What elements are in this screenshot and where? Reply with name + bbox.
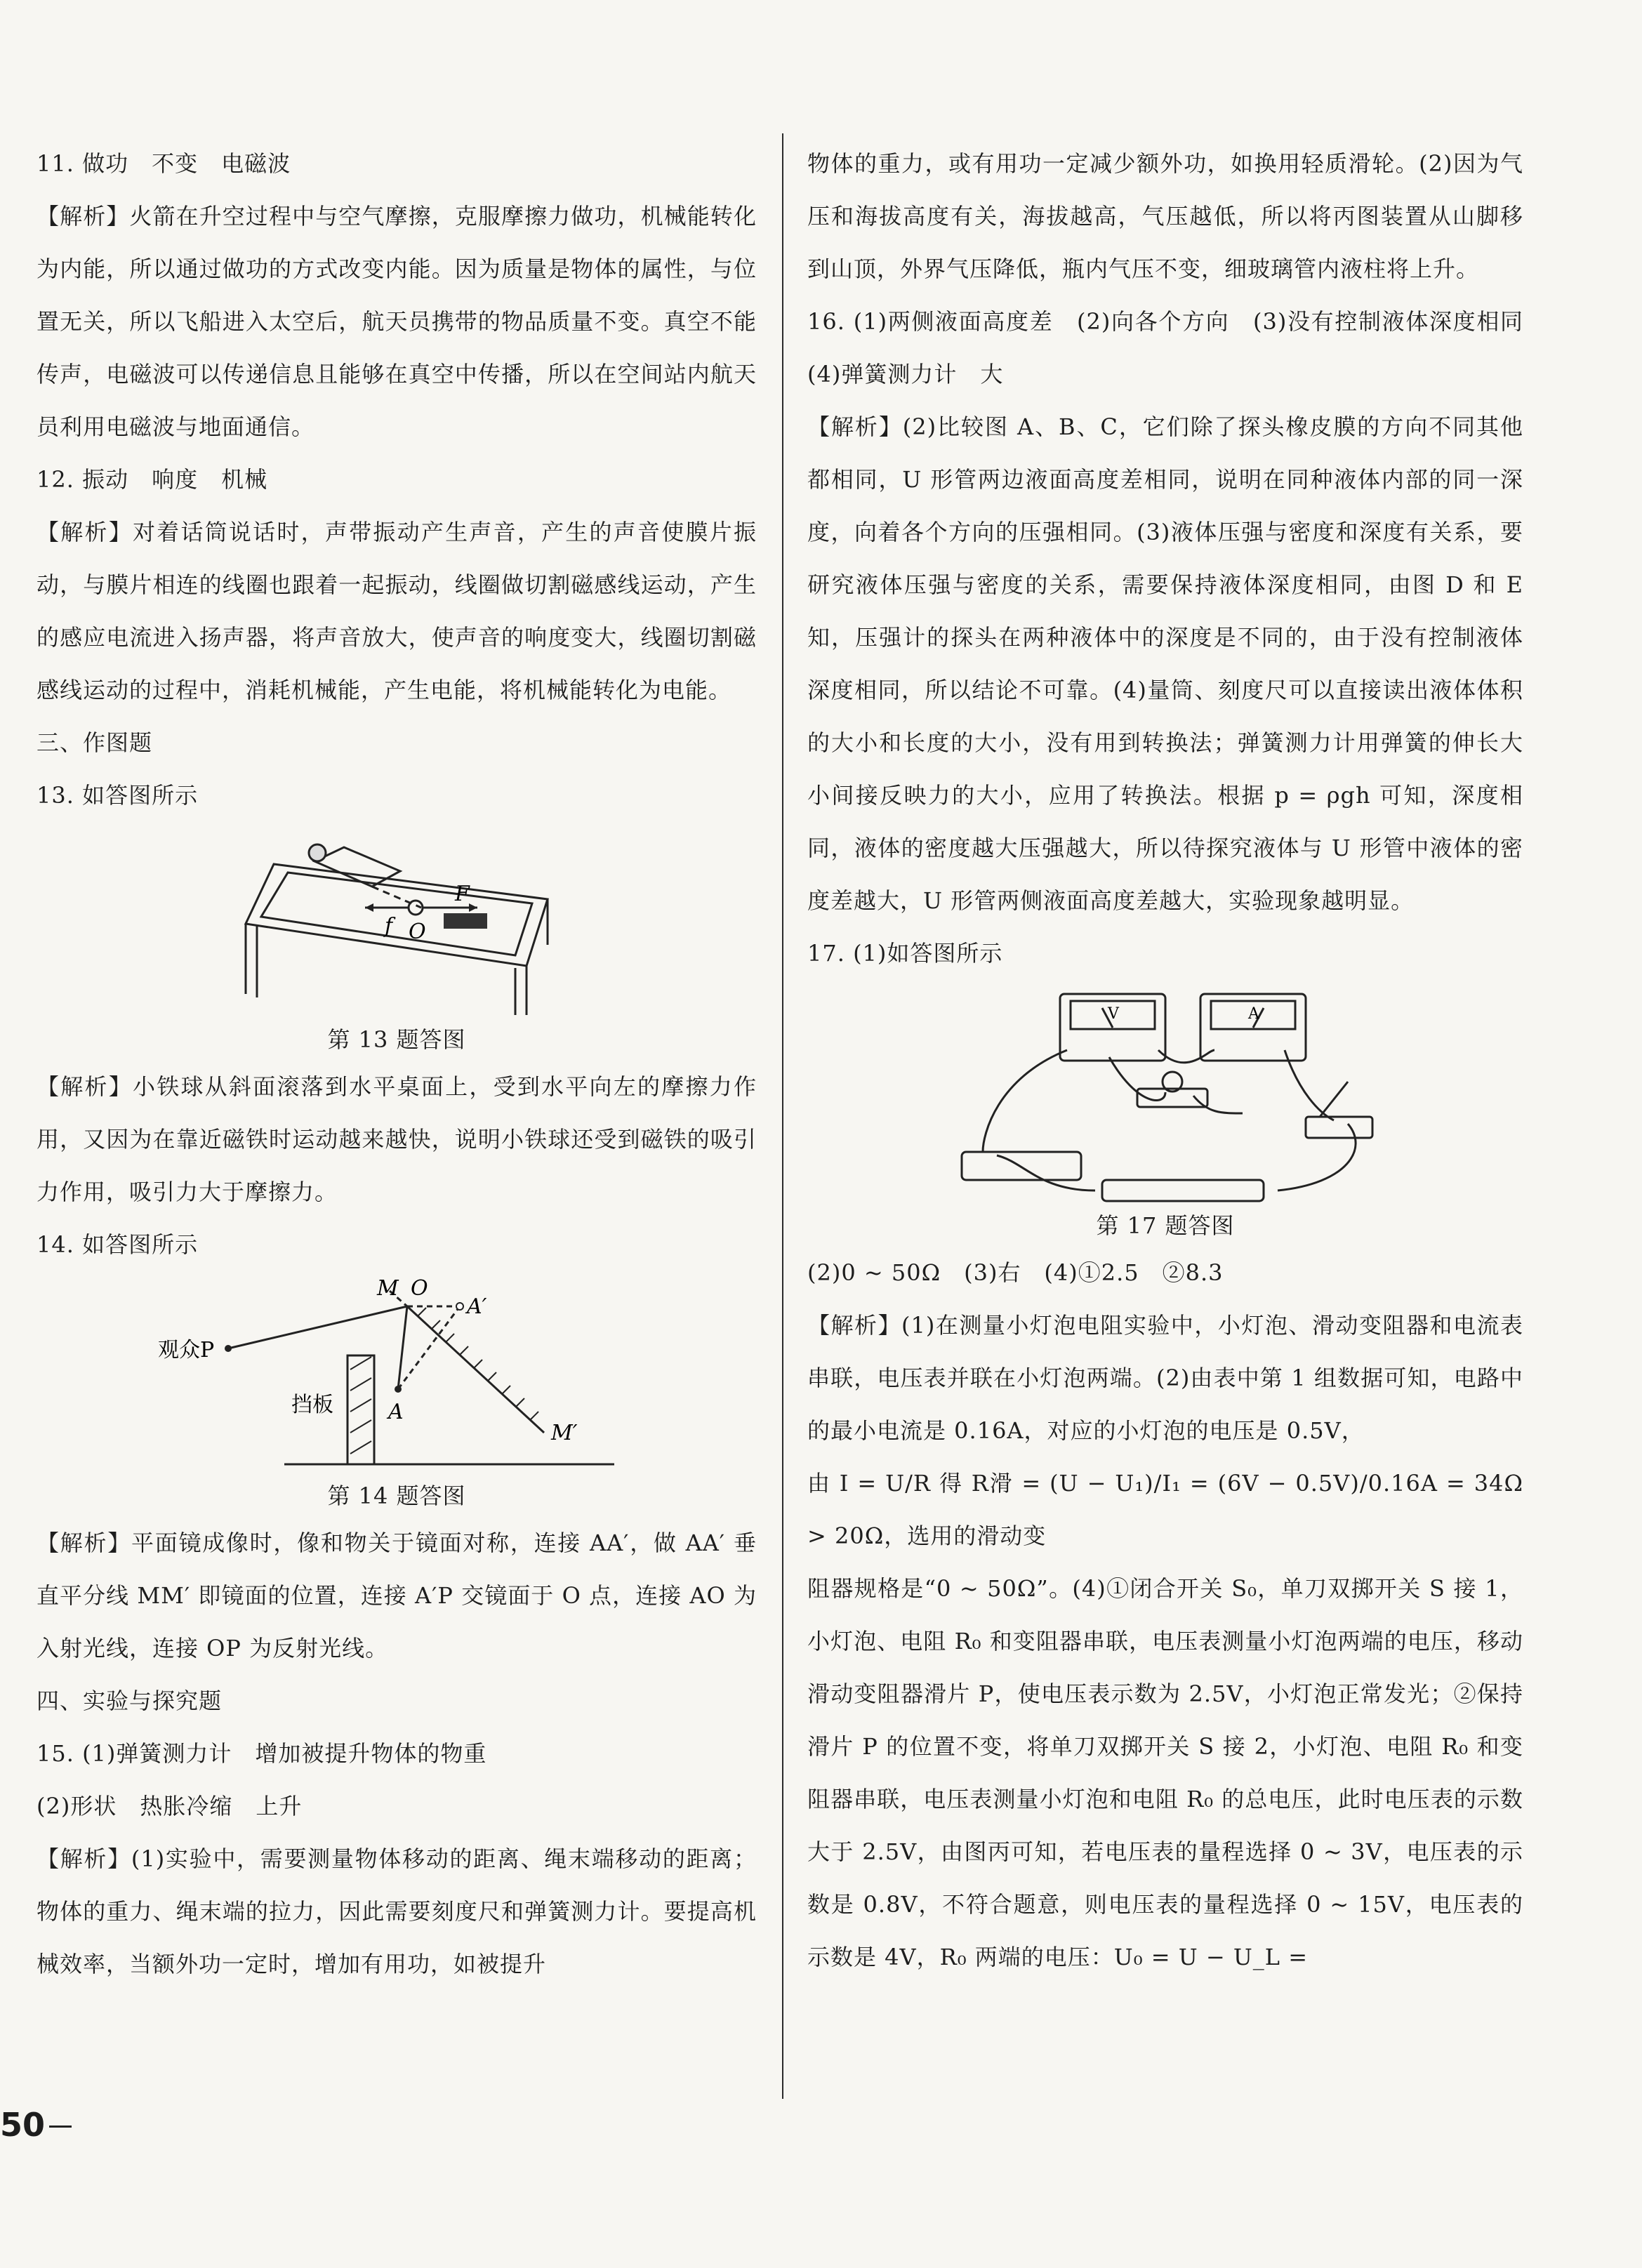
section-experiment-title: 四、实验与探究题 bbox=[37, 1687, 223, 1714]
section-drawing-title: 三、作图题 bbox=[37, 729, 153, 756]
figure-13-caption: 第 13 题答图 bbox=[327, 1026, 466, 1053]
q17-answer-1: 17. (1)如答图所示 bbox=[807, 940, 1003, 967]
page-number: 50 bbox=[0, 2106, 46, 2144]
figure-17-circuit bbox=[955, 980, 1376, 1205]
q17-answer-2: (2)0 ~ 50Ω (3)右 (4)①2.5 ②8.3 bbox=[807, 1259, 1224, 1286]
mirror-label-M: M bbox=[377, 1276, 399, 1301]
q11-answer: 11. 做功 不变 电磁波 bbox=[37, 150, 291, 177]
observer-label-P: 观众P bbox=[158, 1338, 215, 1362]
q17-analysis-1: 【解析】(1)在测量小灯泡电阻实验中，小灯泡、滑动变阻器和电流表串联，电压表并联在小灯泡两端。(2)由表中第 1 组数据可知，电路中的最小电流是 0.16A，对应的小灯泡的电压是 0.5V， bbox=[807, 1312, 1523, 1444]
ammeter-label-A: A bbox=[1248, 1005, 1259, 1023]
force-label-F: F bbox=[455, 882, 470, 906]
q16-analysis: 【解析】(2)比较图 A、B、C，它们除了探头橡皮膜的方向不同其他都相同，U 形管两边液面高度差相同，说明在同种液体内部的同一深度，向着各个方向的压强相同。(3)液体压强与密度和深度有关系，要研究液体压强与密度的关系，需要保持液体深度相同，由图 D 和 E 知，压强计的探头在两种液体中的深度是不同的，由于没有控制液体深度相同，所以结论不可靠。(4)量筒、刻度尺可以直接读出液体体积的大小和长度的大小，没有用到转换法；弹簧测力计用弹簧的伸长大小间接反映力的大小，应用了转换法。根据 p = ρgh 可知，深度相同，液体的密度越大压强越大，所以待探究液体与 U 形管中液体的密度差越大，U 形管两侧液面高度差越大，实验现象越明显。 bbox=[807, 413, 1523, 914]
point-label-O: O bbox=[409, 920, 426, 944]
right-column bbox=[807, 138, 1547, 1984]
q15-answer-2: (2)形状 热胀冷缩 上升 bbox=[37, 1793, 303, 1819]
q15-analysis-cont: 物体的重力，或有用功一定减少额外功，如换用轻质滑轮。(2)因为气压和海拔高度有关，海拔越高，气压越低，所以将丙图装置从山脚移到山顶，外界气压降低，瓶内气压不变，细玻璃管内液柱将上升。 bbox=[807, 150, 1523, 282]
point-label-O: O bbox=[411, 1276, 428, 1301]
image-label-A-prime: A′ bbox=[467, 1294, 487, 1319]
force-label-f: f bbox=[385, 914, 393, 939]
q11-analysis: 【解析】火箭在升空过程中与空气摩擦，克服摩擦力做功，机械能转化为内能，所以通过做功的方式改变内能。因为质量是物体的属性，与位置无关，所以飞船进入太空后，航天员携带的物品质量不变。真空不能传声，电磁波可以传递信息且能够在真空中传播，所以在空间站内航天员利用电磁波与地面通信。 bbox=[37, 203, 757, 440]
q12-answer: 12. 振动 响度 机械 bbox=[37, 466, 268, 493]
q17-analysis-2: 阻器规格是“0 ~ 50Ω”。(4)①闭合开关 S₀，单刀双掷开关 S 接 1，小灯泡、电阻 R₀ 和变阻器串联，电压表测量小灯泡两端的电压，移动滑动变阻器滑片 P，使电压表示数为 2.5V，小灯泡正常发光；②保持滑片 P 的位置不变，将单刀双掷开关 S 接 2，小灯泡、电阻 R₀ 和变阻器串联，电压表测量小灯泡和电阻 R₀ 的总电压，此时电压表的示数大于 2.5V，由图丙可知，若电压表的量程选择 0 ~ 3V，电压表的示数是 0.8V，不符合题意，则电压表的量程选择 0 ~ 15V，电压表的示数是 4V，R₀ 两端的电压：U₀ = U − U_L = bbox=[807, 1575, 1523, 1970]
object-label-A: A bbox=[388, 1400, 404, 1424]
mirror-label-M-prime: M′ bbox=[551, 1421, 578, 1445]
q17-formula: 由 I = U/R 得 R滑 = (U − U₁)/I₁ = (6V − 0.5V)/0.16A = 34Ω > 20Ω，选用的滑动变 bbox=[807, 1470, 1523, 1549]
figure-14-caption: 第 14 题答图 bbox=[327, 1483, 466, 1509]
q15-analysis: 【解析】(1)实验中，需要测量物体移动的距离、绳末端移动的距离；物体的重力、绳末端的拉力，因此需要刻度尺和弹簧测力计。要提高机械效率，当额外功一定时，增加有用功，如被提升 bbox=[37, 1845, 757, 1977]
left-column bbox=[37, 138, 757, 1991]
figure-13-diagram bbox=[232, 822, 562, 1019]
voltmeter-label-V: V bbox=[1108, 1005, 1119, 1023]
q16-answer: 16. (1)两侧液面高度差 (2)向各个方向 (3)没有控制液体深度相同 (4)弹簧测力计 大 bbox=[807, 308, 1547, 387]
q15-answer-1: 15. (1)弹簧测力计 增加被提升物体的物重 bbox=[37, 1740, 487, 1767]
page-number-dash bbox=[49, 2126, 72, 2128]
q12-analysis: 【解析】对着话筒说话时，声带振动产生声音，产生的声音使膜片振动，与膜片相连的线圈也跟着一起振动，线圈做切割磁感线运动，产生的感应电流进入扬声器，将声音放大，使声音的响度变大，线圈切割磁感线运动的过程中，消耗机械能，产生电能，将机械能转化为电能。 bbox=[37, 519, 757, 703]
q13-answer: 13. 如答图所示 bbox=[37, 782, 199, 809]
figure-17-caption: 第 17 题答图 bbox=[1096, 1212, 1235, 1239]
figure-14-diagram bbox=[158, 1271, 614, 1475]
q13-analysis: 【解析】小铁球从斜面滚落到水平桌面上，受到水平向左的摩擦力作用，又因为在靠近磁铁时运动越来越快，说明小铁球还受到磁铁的吸引力作用，吸引力大于摩擦力。 bbox=[37, 1073, 757, 1205]
q14-answer: 14. 如答图所示 bbox=[37, 1231, 199, 1258]
board-label: 挡板 bbox=[291, 1393, 333, 1417]
q14-analysis: 【解析】平面镜成像时，像和物关于镜面对称，连接 AA′，做 AA′ 垂直平分线 MM′ 即镜面的位置，连接 A′P 交镜面于 O 点，连接 AO 为入射光线，连接 OP 为反射光线。 bbox=[37, 1530, 757, 1662]
column-divider bbox=[782, 133, 783, 2099]
magnet-block bbox=[444, 913, 487, 929]
